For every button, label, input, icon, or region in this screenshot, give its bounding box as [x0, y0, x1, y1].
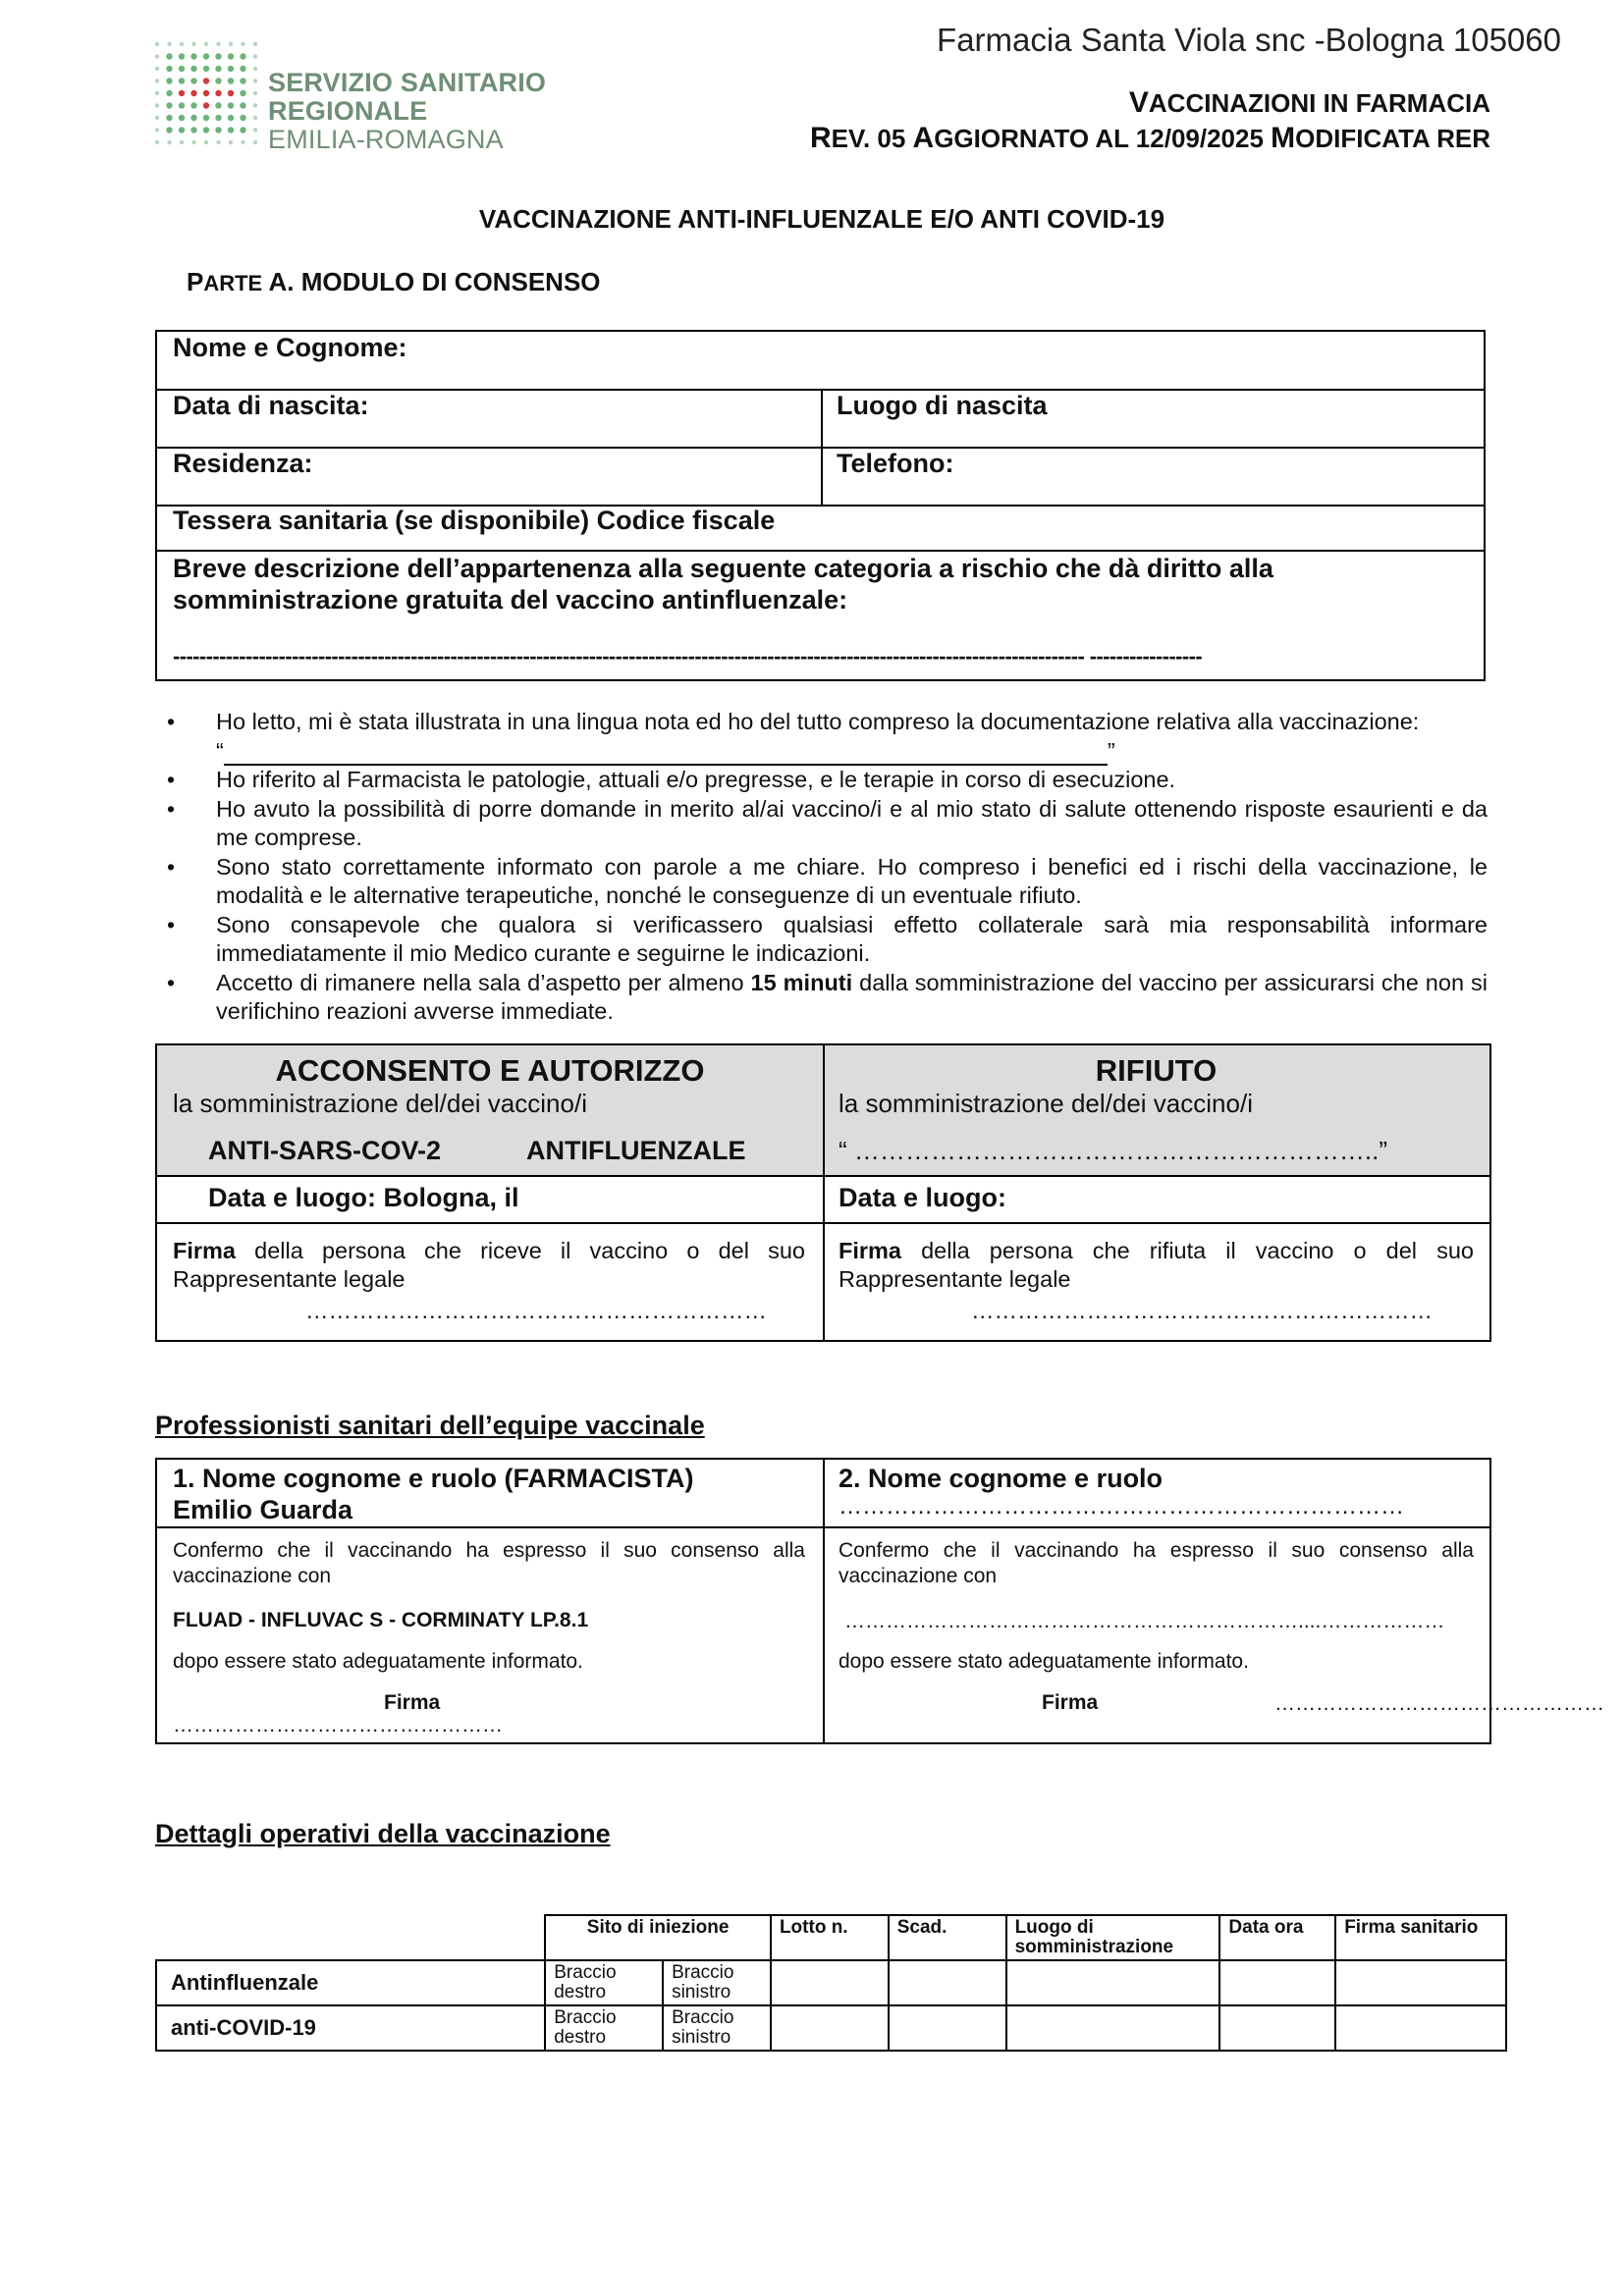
details-title: Dettagli operativi della vaccinazione [155, 1819, 611, 1848]
declarations-list [167, 708, 1488, 1027]
logo-dot [203, 78, 209, 83]
lot-cell[interactable] [771, 2005, 889, 2051]
documentation-blank-line[interactable] [224, 742, 1108, 766]
rev-modified: ODIFICATA RER [1295, 124, 1490, 153]
logo-dot [190, 102, 196, 108]
declaration-wait-time: 15 minuti [750, 969, 853, 995]
risk-category-dashes[interactable]: ------------------------------------------------------------------------------------------------------------------------------------------ ----------------- [173, 644, 1203, 668]
logo-dot [166, 102, 172, 108]
logo-dot [167, 42, 171, 46]
logo-dot [179, 127, 185, 133]
health-card-field-label[interactable]: Tessera sanitaria (se disponibile) Codice fiscale [173, 506, 776, 535]
header-place: Luogo di somministrazione [1006, 1915, 1220, 1960]
pharmacist-role-label: 1. Nome cognome e ruolo (FARMACISTA) [173, 1464, 694, 1493]
logo-dot [215, 78, 221, 83]
consent-refuse-subtitle: la somministrazione del/dei vaccino/i [839, 1089, 1253, 1118]
logo-dot [228, 127, 234, 133]
place-cell[interactable] [1006, 1960, 1220, 2005]
logo-dot [240, 102, 245, 108]
logo-text [268, 69, 614, 154]
logo-dot [204, 140, 208, 144]
datetime-cell[interactable] [1219, 1960, 1335, 2005]
logo-dot [167, 140, 171, 144]
logo-dot [228, 66, 234, 72]
pharmacist-informed-text: dopo essere stato adeguatamente informato. [173, 1650, 583, 1673]
logo-dot [228, 102, 234, 108]
logo-dot [155, 128, 159, 132]
rev-initial-m: M [1271, 122, 1296, 154]
second-informed-text: dopo essere stato adeguatamente informato. [839, 1650, 1249, 1673]
logo-dot [166, 115, 172, 121]
refusal-signature-text [823, 1237, 1489, 1294]
declaration-item [167, 969, 1488, 1027]
logo-dot [229, 140, 233, 144]
site-left-arm-option[interactable]: Braccio sinistro [663, 2005, 771, 2051]
vaccine-option-covid[interactable]: ANTI-SARS-COV-2 [208, 1136, 442, 1165]
logo-dot [166, 53, 172, 59]
declaration-item: • Ho riferito al Farmacista le patologie, attuali e/o pregresse, e le terapie in corso di esecuzione. [167, 766, 1488, 795]
site-right-arm-option[interactable]: Braccio destro [545, 1960, 663, 2005]
declaration-text-1: Ho letto, mi è stata illustrata in una lingua nota ed ho del tutto compreso la documentazione relativa alla vaccinazione: [216, 709, 1420, 734]
logo-dot [253, 42, 257, 46]
page-title: VACCINAZIONE ANTI-INFLUENZALE E/O ANTI COVID-19 [478, 204, 1165, 234]
rev-initial-a: A [912, 122, 935, 154]
logo-dot [253, 140, 257, 144]
expiry-cell[interactable] [889, 2005, 1006, 2051]
empty-corner [156, 1915, 545, 1960]
logo-dot [240, 115, 245, 121]
firma-label: Firma [839, 1238, 901, 1263]
table-row [156, 2005, 1506, 2051]
logo-dot [190, 90, 196, 96]
row-label-flu: Antinfluenzale [156, 1960, 545, 2005]
declaration-item: • Ho avuto la possibilità di porre domande in merito al/ai vaccino/i e al mio stato di salute ottenendo risposte esaurienti e da me comprese. [167, 795, 1488, 853]
logo-dot [190, 78, 196, 83]
expiry-cell[interactable] [889, 1960, 1006, 2005]
logo-dot [240, 90, 245, 96]
logo-dot [229, 42, 233, 46]
logo-dot [215, 66, 221, 72]
site-right-arm-option[interactable]: Braccio destro [545, 2005, 663, 2051]
logo-dot [191, 140, 195, 144]
heading-initial: V [1128, 86, 1149, 119]
risk-category-label: Breve descrizione dell’appartenenza alla seguente categoria a rischio che dà diritto alla somministrazione gratuita del vaccino antinfluenzale: [173, 554, 1273, 614]
pharmacist-confirm-text: Confermo che il vaccinando ha espresso il suo consenso alla vaccinazione con [173, 1539, 805, 1587]
logo-dots-icon [152, 39, 260, 149]
consent-signature-line[interactable]: …………………………………………………… [305, 1298, 767, 1323]
logo-dot [215, 102, 221, 108]
second-firma-label: Firma [1042, 1691, 1099, 1714]
professionals-table [155, 1458, 1604, 1744]
refusal-signature-line[interactable]: …………………………………………………… [971, 1298, 1433, 1323]
consent-table [155, 1043, 1491, 1342]
logo-dot [155, 116, 159, 120]
consent-accept-subtitle: la somministrazione del/dei vaccino/i [173, 1089, 587, 1118]
second-professional-field[interactable]: ……………………………………………………………… [839, 1493, 1404, 1520]
header-datetime: Data ora [1219, 1915, 1335, 1960]
logo-dot [241, 42, 244, 46]
logo-dot [215, 53, 221, 59]
second-vaccines-field[interactable]: …………………………………………………………....……………… [844, 1610, 1445, 1632]
parte-rest: A. MODULO DI CONSENSO [262, 267, 601, 296]
logo-dot [215, 115, 221, 121]
quote-close: ” [1107, 737, 1115, 764]
logo-dot [253, 103, 257, 107]
personal-data-table [155, 330, 1486, 681]
logo-dot [190, 127, 196, 133]
logo-dot [228, 115, 234, 121]
logo-dot [155, 140, 159, 144]
logo-dot [179, 53, 185, 59]
logo-dot [228, 90, 234, 96]
consent-accept-title: ACCONSENTO E AUTORIZZO [275, 1053, 705, 1088]
logo-dot [155, 79, 159, 82]
logo-dot [253, 79, 257, 82]
firma-label: Firma [173, 1238, 236, 1263]
document-heading [1129, 86, 1490, 120]
logo-dot [155, 67, 159, 71]
logo-dot [190, 115, 196, 121]
header-expiry: Scad. [889, 1915, 1006, 1960]
second-signature-line[interactable]: ………………………………………… [1274, 1692, 1604, 1715]
declaration-item: • Sono consapevole che qualora si verificassero qualsiasi effetto collaterale sarà mia responsabilità informare immediatamente il mio Medico curante e seguirne le indicazioni. [167, 911, 1488, 969]
logo-line1: SERVIZIO SANITARIO REGIONALE [268, 68, 547, 126]
refused-vaccines-field[interactable]: “ ……………………………………………………..” [839, 1136, 1387, 1165]
place-cell[interactable] [1006, 2005, 1220, 2051]
logo-dot [166, 127, 172, 133]
second-confirm-text: Confermo che il vaccinando ha espresso il suo consenso alla vaccinazione con [839, 1539, 1474, 1587]
quote-open: “ [216, 737, 224, 764]
refusal-date-place[interactable]: Data e luogo: [839, 1183, 1007, 1212]
consent-signature-text [157, 1237, 821, 1294]
birthdate-field-label[interactable]: Data di nascita: [173, 391, 369, 420]
logo-dot [203, 53, 209, 59]
pharmacist-firma-label: Firma [384, 1691, 441, 1714]
rev-number: EV. 05 [831, 124, 913, 153]
logo-dot [216, 140, 220, 144]
name-field-label[interactable]: Nome e Cognome: [173, 333, 407, 362]
logo-dot [203, 127, 209, 133]
logo-dot [241, 140, 244, 144]
logo-dot [190, 53, 196, 59]
second-professional-label: 2. Nome cognome e ruolo [839, 1464, 1164, 1493]
declaration-item: • Sono stato correttamente informato con parole a me chiare. Ho compreso i benefici ed i rischi della vaccinazione, le modalità e le alternative terapeutiche, nonché le conseguenze di un eventuale rifiuto. [167, 853, 1488, 911]
logo-dot [203, 90, 209, 96]
logo-dot [253, 116, 257, 120]
logo-dot [215, 90, 221, 96]
logo-dot [228, 53, 234, 59]
vaccination-details-table [155, 1914, 1507, 2052]
logo-dot [253, 91, 257, 95]
declaration-text-6b: dalla somministrazione del vaccino per assicurarsi che non si verifichino reazioni avverse immediate. [216, 969, 1488, 1024]
header-signature: Firma sanitario [1335, 1915, 1506, 1960]
birthplace-field-label[interactable]: Luogo di nascita [837, 391, 1048, 420]
table-row [156, 1960, 1506, 2005]
logo-dot [203, 102, 209, 108]
consent-date-place[interactable]: Data e luogo: Bologna, il [208, 1183, 519, 1212]
logo [152, 39, 614, 154]
logo-dot [253, 54, 257, 58]
logo-dot [216, 42, 220, 46]
logo-dot [253, 128, 257, 132]
logo-dot [179, 66, 185, 72]
logo-dot [203, 115, 209, 121]
logo-dot [191, 42, 195, 46]
logo-dot [240, 66, 245, 72]
declaration-text-6a: Accetto di rimanere nella sala d’aspetto per almeno [216, 969, 751, 995]
logo-dot [203, 66, 209, 72]
declaration-item [167, 708, 1488, 766]
logo-dot [179, 102, 185, 108]
consent-refuse-title: RIFIUTO [1095, 1053, 1218, 1088]
logo-dot [166, 78, 172, 83]
professionals-title: Professionisti sanitari dell’equipe vaccinale [155, 1411, 705, 1440]
header-injection-site: Sito di iniezione [545, 1915, 771, 1960]
logo-dot [204, 42, 208, 46]
signature-cell[interactable] [1335, 2005, 1506, 2051]
logo-dot [166, 90, 172, 96]
logo-dot [228, 78, 234, 83]
row-label-covid: anti-COVID-19 [156, 2005, 545, 2051]
logo-dot [240, 53, 245, 59]
logo-dot [155, 42, 159, 46]
logo-dot [155, 91, 159, 95]
pharmacy-name: Farmacia Santa Viola snc -Bologna 105060 [937, 22, 1561, 58]
logo-dot [215, 127, 221, 133]
consent-signature-description: della persona che riceve il vaccino o del suo Rappresentante legale [173, 1238, 805, 1292]
logo-dot [190, 66, 196, 72]
logo-dot [179, 90, 185, 96]
header-lot: Lotto n. [771, 1915, 889, 1960]
signature-cell[interactable] [1335, 1960, 1506, 2005]
logo-dot [180, 42, 184, 46]
parte-arte: ARTE [203, 271, 263, 295]
pharmacist-signature-line[interactable]: ………………………………………… [173, 1714, 503, 1736]
refusal-signature-description: della persona che rifiuta il vaccino o del suo Rappresentante legale [839, 1238, 1474, 1292]
parte-p: P [187, 267, 204, 296]
logo-dot [240, 78, 245, 83]
logo-dot [166, 66, 172, 72]
phone-field-label[interactable]: Telefono: [837, 449, 954, 478]
residence-field-label[interactable]: Residenza: [173, 449, 313, 478]
site-left-arm-option[interactable]: Braccio sinistro [663, 1960, 771, 2005]
logo-dot [155, 103, 159, 107]
logo-dot [253, 67, 257, 71]
logo-line2: EMILIA-ROMAGNA [268, 125, 504, 154]
vaccine-option-flu[interactable]: ANTIFLUENZALE [526, 1136, 746, 1165]
administered-vaccines: FLUAD - INFLUVAC S - CORMINATY LP.8.1 [173, 1609, 589, 1631]
logo-dot [240, 127, 245, 133]
logo-dot [179, 78, 185, 83]
section-heading-parte-a [187, 267, 601, 297]
heading-rest: ACCINAZIONI IN FARMACIA [1148, 88, 1490, 118]
lot-cell[interactable] [771, 1960, 889, 2005]
pharmacist-name: Emilio Guarda [173, 1495, 353, 1524]
datetime-cell[interactable] [1219, 2005, 1335, 2051]
logo-dot [180, 140, 184, 144]
logo-dot [155, 54, 159, 58]
rev-initial-r: R [809, 122, 832, 154]
logo-dot [179, 115, 185, 121]
revision-line [810, 122, 1490, 155]
rev-date: GGIORNATO AL 12/09/2025 [934, 124, 1272, 153]
